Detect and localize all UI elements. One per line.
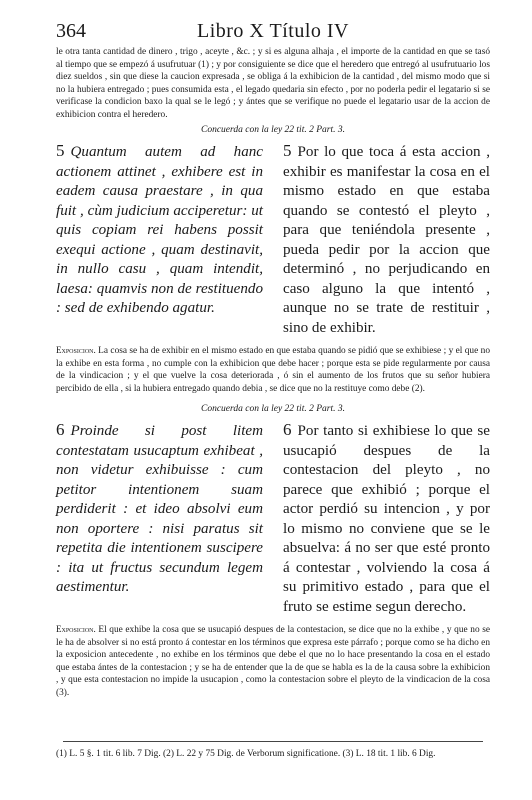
- footnote-text: (1) L. 5 §. 1 tit. 6 lib. 7 Dig. (2) L. 22 y 75 Dig. de Verborum significatione. (3) L. 18 tit. 1 lib. 6 Dig.: [56, 749, 436, 759]
- running-header: [56, 20, 490, 46]
- exposition-label: Exposicion.: [56, 345, 96, 355]
- latin-body: Quantum autem ad hanc actionem attinet , exhibere est in eadem causa praestare , in qua fuit , cùm judicium acciperetur: ut quis copiam rei habens possit exequi actione , quam destinavit, in nullo casu , quam intendit, laesa: quamvis non de restituendo : sed de exhibendo agatur.: [56, 144, 263, 316]
- spanish-text: [283, 141, 490, 338]
- latin-text: [56, 420, 263, 617]
- exposition-paragraph: [56, 623, 490, 699]
- latin-body: Proinde si post litem contestatam usucaptum exhibeat , non videtur exhibuisse : cum petitor intentionem suam perdiderit : et ideo absolvi eum non oportere : nisi paratus sit repetita die intentionem suscipere : ita ut fructus secundum legem aestimentur.: [56, 423, 263, 596]
- exposition-label: Exposicion.: [56, 624, 96, 635]
- section-6: [56, 420, 490, 617]
- exposition-paragraph: [56, 344, 490, 395]
- running-title: Libro X Título IV: [196, 20, 349, 42]
- spanish-body: Por lo que toca á esta accion , exhibir es manifestar la cosa en el mismo estado en que estaba quando se contestó el pleyto , para que teniéndola presente , pueda pedir por la accion que determinó , no perjudicando en caso alguno la que intentó , aunque no se trate de restituir , sino de exhibir.: [283, 144, 490, 336]
- concordance-note: Concuerda con la ley 22 tit. 2 Part. 3.: [201, 404, 345, 415]
- page-number: 364: [56, 20, 86, 42]
- spanish-body: Por tanto si exhibiese lo que se usucapió despues de la contestacion del pleyto , no parece que exhibió ; porque el actor perdió su intencion , y por lo mismo no conviene que se le absuelva: á no ser que esté pronto á contestar , volviendo la cosa á su primitivo estado , para que el fruto se estime segun derecho.: [283, 423, 490, 615]
- latin-text: [56, 141, 263, 338]
- paragraph-number: 5: [56, 141, 65, 160]
- paragraph-number: 5: [283, 141, 292, 160]
- page: [56, 20, 490, 709]
- exposition-body: La cosa se ha de exhibir en el mismo estado en que estaba quando se pidió que se exhibiese ; y el que no la exhibe en esta forma , no cumple con la exhibicion que debe hacer ; porque esta se pide regularmente por causa de la vindicacion ; y el que vuelve la cosa deteriorada , ó sin el aumento de los frutos que su señor hubiera percibido de ella , si la hubiera entregado quando debia , se dice que no la restituye como debe (2).: [56, 346, 490, 394]
- concordance-note: Concuerda con la ley 22 tit. 2 Part. 3.: [201, 125, 345, 135]
- spanish-text: [283, 420, 490, 617]
- footnote-rule: [63, 741, 483, 742]
- exposition-body: El que exhibe la cosa que se usucapió despues de la contestacion, se dice que no la exhibe , y que no se le ha de absolver si no está pronto á contestar en los términos que expresa este párrafo ; porque como se ha dicho en la exposicion antecedente , no exhibe en los términos que debe el que no lo hace presentando la cosa en el estado que estaba ántes de la contestacion ; y se ha de entender que la de que se habla es la de la causa sobre la exhibicion , y que esta contestacion no impide la usucapion , como la contestacion sobre el pleyto de la vindicacion de la cosa (3).: [56, 625, 491, 698]
- footnotes: [56, 741, 490, 761]
- paragraph-number: 6: [283, 420, 292, 440]
- section-5: [56, 141, 490, 338]
- intro-paragraph: le otra tanta cantidad de dinero , trigo , aceyte , &c. ; y si es alguna alhaja , el importe de la cantidad en que se tasó al tiempo que se empezó á usufrutuar (1) ; y por consiguiente se dice que el heredero que entregó al usufrutuario los diez sueldos , sin que diese la caucion expresada , se obliga á la exhibicion de la cantidad , del mismo modo que si no la hubiera entregado ; pues consumida esta , el legado quedaria sin efecto , por no poderla pedir el legatario si se verificase la condicion baxo la qual se le legó ; y ántes que se verifique no puede el legatario usar de la accion de exhibicion contra el heredero.: [56, 47, 490, 120]
- paragraph-number: 6: [56, 420, 65, 440]
